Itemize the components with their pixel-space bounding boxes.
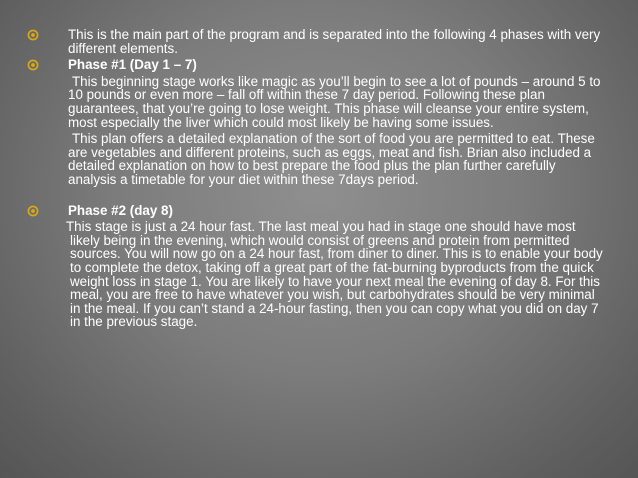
phase-2-heading: Phase #2 (day 8) bbox=[68, 202, 173, 218]
target-bullet-icon bbox=[27, 59, 39, 71]
target-bullet-icon bbox=[27, 205, 39, 217]
intro-text: This is the main part of the program and is separated into the following 4 phases with very different elements. bbox=[68, 27, 601, 56]
bullet-item-phase-2 bbox=[24, 204, 606, 218]
bullet-item-intro bbox=[24, 28, 606, 55]
phase-1-heading: Phase #1 (Day 1 – 7) bbox=[68, 57, 197, 73]
slide-body bbox=[24, 28, 606, 329]
phase-2-paragraph: This stage is just a 24 hour fast. The last meal you had in stage one should have most likely being in the evening, which would consist of greens and protein from permitted sources. You will now go on a 24 hour fast, from diner to diner. This is to enable your body to complete the detox, taking off a great part of the fat-burning byproducts from the quick weight loss in stage 1. You are likely to have your next meal the evening of day 8. For this meal, you are free to have whatever you wish, but carbohydrates should be very minimal in the meal. If you can’t stand a 24-hour fasting, then you can copy what you did on day 7 in the previous stage. bbox=[66, 219, 603, 330]
bullet-item-phase-1 bbox=[24, 58, 606, 72]
phase-1-paragraph-1: This beginning stage works like magic as you’ll begin to see a lot of pounds – around 5 to 10 pounds or even more – fall off within these 7 day period. Following these plan guarantees, that you’re going to lose weight. This phase will cleanse your entire system, most especially the liver which could most likely be having some issues. bbox=[68, 73, 601, 130]
phase-1-paragraph-2: This plan offers a detailed explanation of the sort of food you are permitted to eat. These are vegetables and different proteins, such as eggs, meat and fish. Brian also included a detailed explanation on how to best prepare the food plus the plan further carefully analysis a timetable for your diet within these 7days period. bbox=[68, 131, 595, 187]
target-bullet-icon bbox=[27, 29, 39, 41]
